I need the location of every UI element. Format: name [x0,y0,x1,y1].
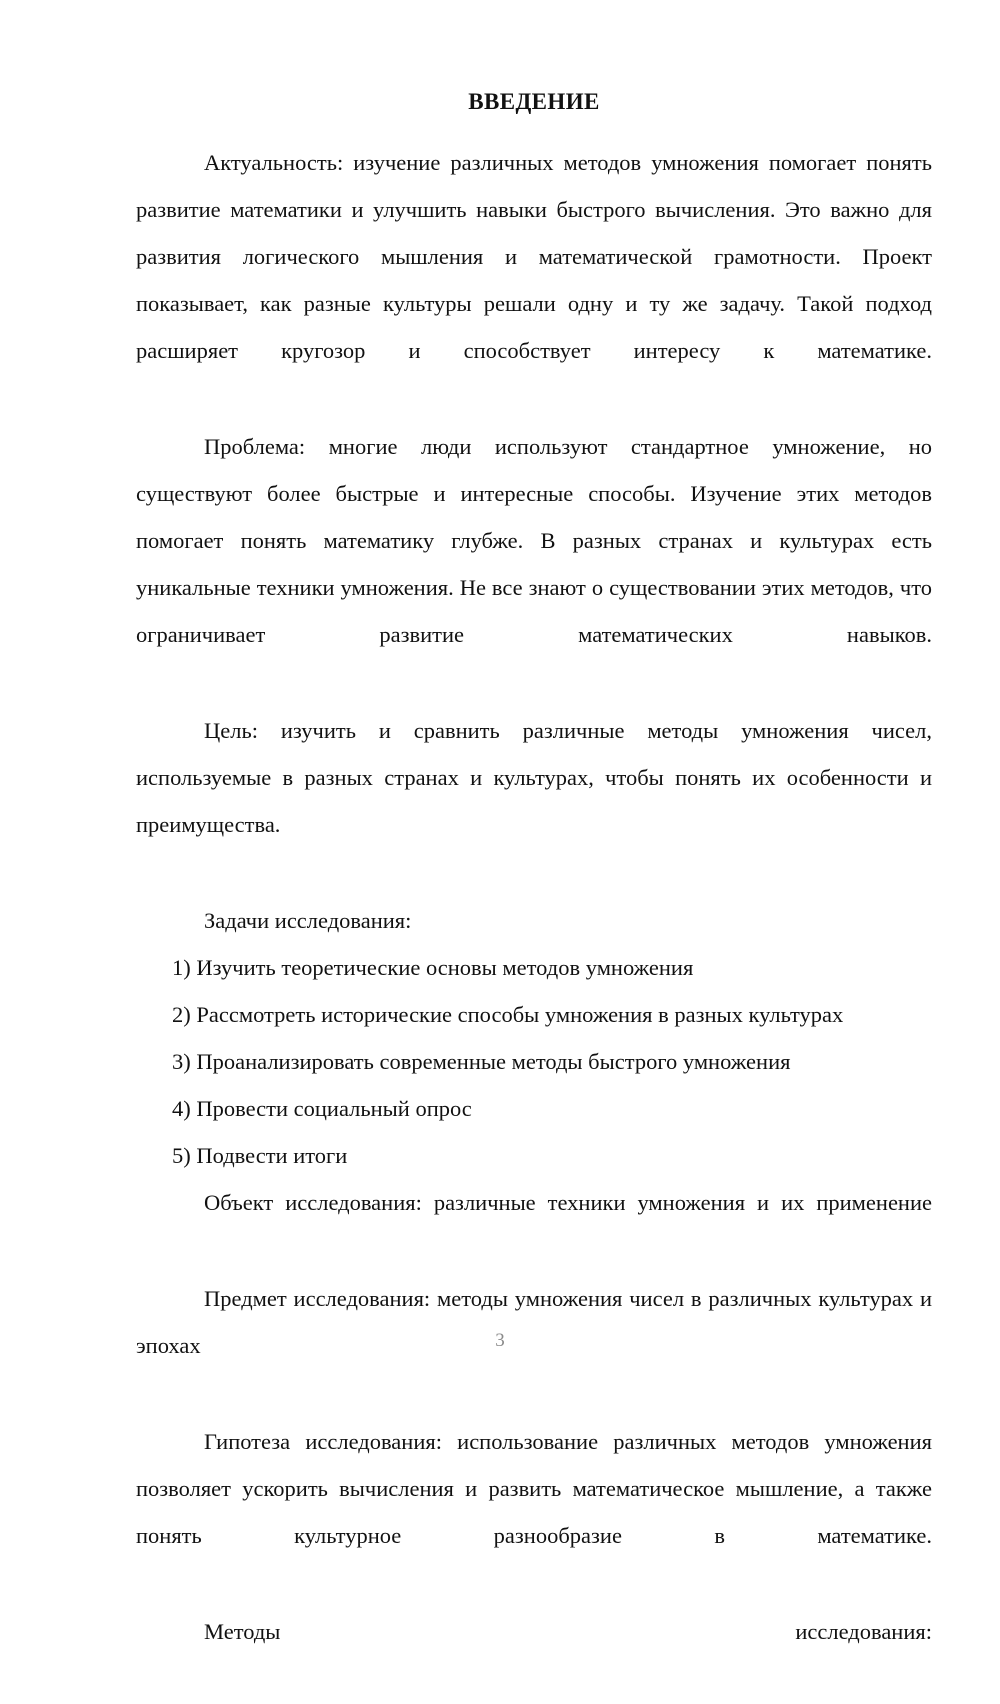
paragraph-hypothesis: Гипотеза исследования: использование различных методов умножения позволяет ускорить вычисления и развить математическое мышление, а также понять культурное разнообразие в математике. [136,1428,932,1548]
paragraph-relevance: Актуальность: изучение различных методов умножения помогает понять развитие математики и улучшить навыки быстрого вычисления. Это важно для развития логического мышления и математической грамотности. Проект показывает, как разные культуры решали одну и ту же задачу. Такой подход расширяет кругозор и способствует интересу к математике. [136,149,932,363]
page-content [136,88,932,1704]
tasks-heading: Задачи исследования: [204,907,412,933]
list-item: 4) Провести социальный опрос [172,1095,472,1121]
tasks-list [136,944,932,1179]
paragraph-object: Объект исследования: различные техники умножения и их применение [204,1189,932,1215]
page-title: ВВЕДЕНИЕ [468,89,600,114]
paragraph-problem: Проблема: многие люди используют стандартное умножение, но существуют более быстрые и интересные способы. Изучение этих методов помогает понять математику глубже. В разных странах и культурах есть уникальные техники умножения. Не все знают о существовании этих методов, что ограничивает развитие математических навыков. [136,433,932,647]
paragraph-methods: Методы исследования: [204,1618,932,1644]
list-item: 1) Изучить теоретические основы методов умножения [172,954,694,980]
list-item: 5) Подвести итоги [172,1142,348,1168]
paragraph-subject: Предмет исследования: методы умножения чисел в различных культурах и эпохах [136,1285,932,1358]
page-number: 3 [495,1330,505,1351]
list-item: 3) Проанализировать современные методы быстрого умножения [172,1048,791,1074]
list-item: 2) Рассмотреть исторические способы умножения в разных культурах [172,1001,844,1027]
paragraph-goal: Цель: изучить и сравнить различные методы умножения чисел, используемые в разных странах и культурах, чтобы понять их особенности и преимущества. [136,717,932,837]
